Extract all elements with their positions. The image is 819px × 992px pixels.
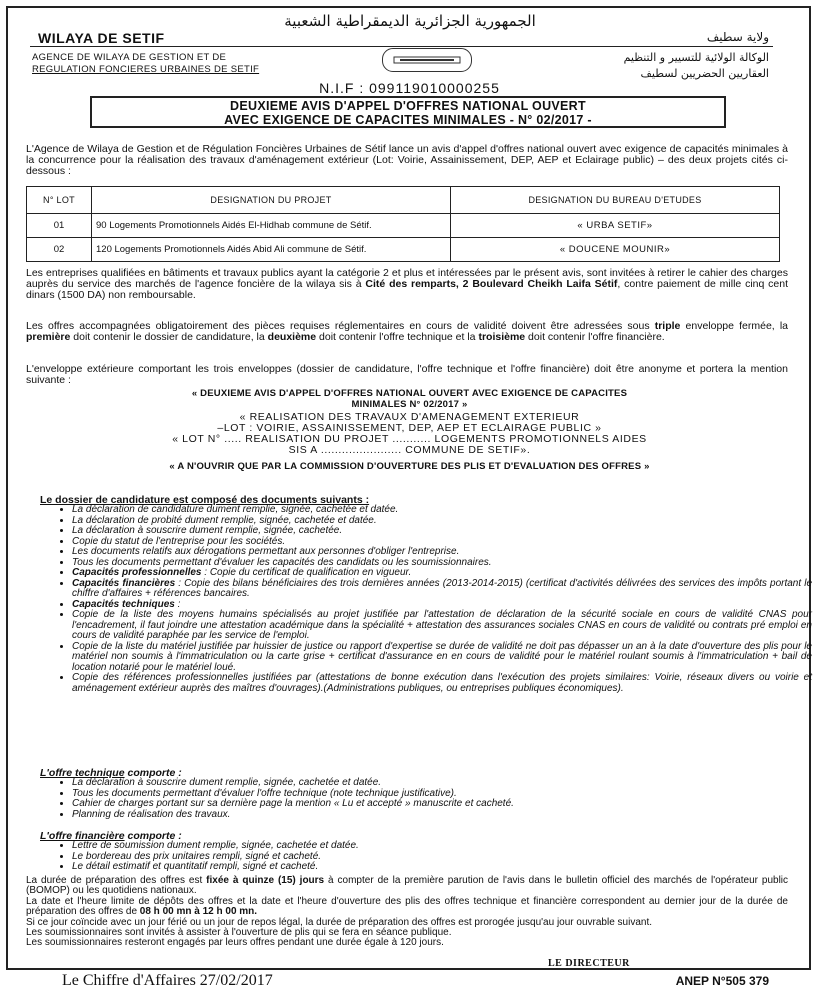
table-row xyxy=(27,238,780,262)
technique-title-label: L'offre technique xyxy=(40,767,125,779)
cap-fin-label: Capacités financières xyxy=(72,577,176,589)
list-item: • Copie du statut de l'entreprise pour les sociétés. xyxy=(72,537,812,548)
agency-arabic-line1: الوكالة الولائية للتسيير و التنظيم xyxy=(623,51,769,64)
list-item: • Copie des références professionnelles justifiées par (attestations de bonne exécution dans l'exécution des projets similaires: Voirie, réseaux divers ou voirie et aménagement extérieur auprès des maîtres d'ouvrages).(Administrations publiques, ou entreprises publiques économiques). xyxy=(72,673,812,694)
list-item: • Tous les documents permettant d'évaluer l'offre technique (note technique justificative). xyxy=(72,789,812,800)
retrieval-text: Les entreprises qualifiées en bâtiments et travaux publics ayant la catégorie 2 et plus et intéressées par le présent avis, sont invitées à retirer le cahier des charges auprès du service des marchés de l'agence foncière de la wilaya sis à xyxy=(26,267,788,290)
wilaya-name-arabic: ولاية سطيف xyxy=(706,30,769,44)
project-designation: 120 Logements Promotionnels Aidés Abid Ali commune de Sétif. xyxy=(92,238,451,262)
envelope-paragraph xyxy=(26,321,788,343)
table-row xyxy=(27,214,780,238)
envelope-second: deuxième xyxy=(267,331,317,343)
list-item xyxy=(72,579,812,600)
notice-title-line2: AVEC EXIGENCE DE CAPACITES MINIMALES - N° 02/2017 - xyxy=(224,113,592,127)
closing-text: à compter de la première parution de l'avis dans le bulletin officiel des marchés de l'opérateur public (BOMOP) ou les quotidiens nationaux. xyxy=(26,875,789,897)
project-designation: 90 Logements Promotionnels Aidés El-Hidhab commune de Sétif. xyxy=(92,214,451,238)
list-item: • Le bordereau des prix unitaires rempli, signé et cacheté. xyxy=(72,852,812,863)
closing-deadline xyxy=(26,897,788,918)
dossier-title: Le dossier de candidature est composé des documents suivants : xyxy=(40,494,370,506)
notice-title-box xyxy=(90,96,726,128)
list-item: • La déclaration à souscrire dument remplie, signée, cachetée et datée. xyxy=(72,778,812,789)
logo-icon xyxy=(392,53,462,67)
agency-name-arabic xyxy=(624,50,769,82)
envelope-first: première xyxy=(26,331,71,343)
list-item: • Copie de la liste du matériel justifiée par huissier de justice ou rapport d'expertise se durée de validité ne doit pas dépasser un an à la date d'ouverture des plis pour le matériel non soumis à l'immatriculation ou la carte grise + certificat d'assurance en en cours de validité pour le matériel roulant soumis à l'immatriculation + bail de location notarié pour le matériel loué. xyxy=(72,642,812,674)
cap-pro-text: : Copie du certificat de qualification en vigueur. xyxy=(201,567,412,578)
list-item: • La déclaration à souscrire dument remplie, signée, cachetée. xyxy=(72,526,812,537)
lot-number: 02 xyxy=(27,238,92,262)
closing-block xyxy=(26,876,788,949)
envelope-text: doit contenir l'offre financière. xyxy=(525,331,665,343)
envelope-text: doit contenir l'offre technique et la xyxy=(316,331,479,343)
header-divider xyxy=(30,46,773,47)
cap-pro-label: Capacités professionnelles xyxy=(72,567,202,578)
table-header-row xyxy=(27,187,780,214)
mention-line2: MINIMALES N° 02/2017 » xyxy=(351,399,468,410)
bureau-designation: « DOUCENE MOUNIR» xyxy=(451,238,780,262)
closing-duration xyxy=(26,876,788,897)
retrieval-address: Cité des remparts, 2 Boulevard Cheikh Laifa Sétif xyxy=(365,278,618,290)
list-item: • Copie de la liste des moyens humains spécialisés au projet justifiée par l'attestation de déclaration de la sécurité sociale en cours de validité CNAS pour l'encadrement, il faut joindre une attestation académique dans la spécialité + attestation des assurances sociales CNAS en cours de validité ou contrats pré emploi en cours de validité paraphée par les service de l'emploi. xyxy=(72,610,812,642)
newspaper-source: Le Chiffre d'Affaires 27/02/2017 xyxy=(62,972,273,989)
outer-envelope-paragraph: L'enveloppe extérieure comportant les trois enveloppes (dossier de candidature, l'offre technique et l'offre financière) doit être anonyme et portera la mention suivante : xyxy=(26,363,788,386)
envelope-text: doit contenir le dossier de candidature, la xyxy=(70,331,268,343)
lots-table xyxy=(26,186,780,262)
mention-line3: « REALISATION DES TRAVAUX D'AMENAGEMENT EXTERIEUR xyxy=(239,411,580,423)
header-bureau: DESIGNATION DU BUREAU D'ETUDES xyxy=(451,187,780,214)
list-item: • Cahier de charges portant sur sa dernière page la mention « Lu et accepté » manuscrite et cacheté. xyxy=(72,799,812,810)
intro-paragraph: L'Agence de Wilaya de Gestion et de Régulation Foncières Urbaines de Sétif lance un avis d'appel d'offres national ouvert avec exigence de capacités minimales à la concurrence pour la réalisation des travaux d'aménagement extérieur (Lot: Voirie, Assainissement, DEP, AEP et Eclairage public) – des deux projets cités ci-dessous : xyxy=(26,143,788,177)
mention-line1: « DEUXIEME AVIS D'APPEL D'OFFRES NATIONAL OUVERT AVEC EXIGENCE DE CAPACITES xyxy=(191,388,628,399)
list-item: • Tous les documents permettant d'évaluer les capacités des candidats ou les soumissionnaires. xyxy=(72,558,812,569)
technique-list xyxy=(58,778,812,820)
financiere-title-rest: comporte : xyxy=(124,830,182,842)
header-projet: DESIGNATION DU PROJET xyxy=(92,187,451,214)
closing-validity: Les soumissionnaires resteront engagés par leurs offres pendant une durée égale à 120 jours. xyxy=(26,937,444,949)
closing-text: La date et l'heure limite de dépôts des offres et la date et l'heure d'ouverture des plis des offres technique et financière correspondent au dernier jour de la durée de préparation des offres de xyxy=(26,895,788,918)
list-item: • Planning de réalisation des travaux. xyxy=(72,810,812,821)
agency-logo xyxy=(382,48,472,72)
envelope-text: Les offres accompagnées obligatoirement des pièces requises réglementaires en cours de validité doivent être adressées sous xyxy=(26,320,655,332)
cap-fin-text: : Copie des bilans bénéficiaires des trois dernières années (2013-2014-2015) (certificat d'activités délivrées des services des impôts portant le chiffre d'affaires + références bancaires. xyxy=(72,577,813,599)
envelope-third: troisième xyxy=(478,331,526,343)
header-lot: N° LOT xyxy=(27,187,92,214)
agency-name-line2: REGULATION FONCIERES URBAINES DE SETIF xyxy=(32,64,260,75)
financiere-list xyxy=(58,841,812,873)
agency-name xyxy=(32,52,259,76)
mention-line6: SIS A ....................... COMMUNE DE SETIF». xyxy=(288,444,531,456)
retrieval-paragraph xyxy=(26,268,788,301)
list-item: • Lettre de soumission dument remplie, signée, cachetée et datée. xyxy=(72,841,812,852)
cap-tech-text: : xyxy=(174,598,181,610)
lot-number: 01 xyxy=(27,214,92,238)
envelope-text: enveloppe fermée, la xyxy=(680,320,788,332)
republic-title-arabic: الجمهورية الجزائرية الديمقراطية الشعبية xyxy=(284,12,536,30)
anep-number: ANEP N°505 379 xyxy=(675,974,769,988)
retrieval-price-text: , contre paiement de mille cinq cent dinars (1500 DA) non remboursable. xyxy=(26,278,788,301)
technique-title-rest: comporte : xyxy=(124,767,182,779)
agency-arabic-line2: العقاريين الحضريين لسطيف xyxy=(640,67,769,80)
dossier-list xyxy=(58,505,812,694)
financiere-title-label: L'offre financière xyxy=(40,830,125,842)
mention-line5: « LOT N° ..... REALISATION DU PROJET ........... LOGEMENTS PROMOTIONNELS AIDES xyxy=(172,433,647,445)
wilaya-name: WILAYA DE SETIF xyxy=(38,30,165,46)
bureau-designation: « URBA SETIF» xyxy=(451,214,780,238)
list-item: • La déclaration de candidature dument remplie, signée, cachetée et datée. xyxy=(72,505,812,516)
envelope-triple: triple xyxy=(654,320,681,332)
closing-hours: 08 h 00 mn à 12 h 00 mn. xyxy=(139,906,258,918)
closing-opening: Les soumissionnaires sont invités à assister à l'ouverture de plis qui se fera en séance publique. xyxy=(26,927,452,939)
closing-duration-value: fixée à quinze (15) jours xyxy=(206,875,325,886)
list-item: • La déclaration de probité dument remplie, signée, cachetée et datée. xyxy=(72,516,812,527)
mention-line4: –LOT : VOIRIE, ASSAINISSEMENT, DEP, AEP ET ECLAIRAGE PUBLIC » xyxy=(217,422,602,434)
closing-holiday: Si ce jour coïncide avec un jour férié ou un jour de repos légal, la durée de préparation des offres est prorogée jusqu'au jour ouvrable suivant. xyxy=(26,916,653,928)
agency-name-line1: AGENCE DE WILAYA DE GESTION ET DE xyxy=(32,52,227,63)
list-item: • Le détail estimatif et quantitatif rempli, signé et cacheté. xyxy=(72,862,812,873)
cap-tech-label: Capacités techniques xyxy=(72,598,175,610)
list-item: • Les documents relatifs aux dérogations permettant aux personnes d'obliger l'entreprise. xyxy=(72,547,812,558)
mention-line7: « A N'OUVRIR QUE PAR LA COMMISSION D'OUVERTURE DES PLIS ET D'EVALUATION DES OFFRES » xyxy=(169,461,650,472)
notice-title-line1: DEUXIEME AVIS D'APPEL D'OFFRES NATIONAL OUVERT xyxy=(230,99,586,113)
nif-number: N.I.F : 099119010000255 xyxy=(319,80,500,96)
director-signature: LE DIRECTEUR xyxy=(548,958,630,969)
closing-text: La durée de préparation des offres est xyxy=(26,875,207,886)
